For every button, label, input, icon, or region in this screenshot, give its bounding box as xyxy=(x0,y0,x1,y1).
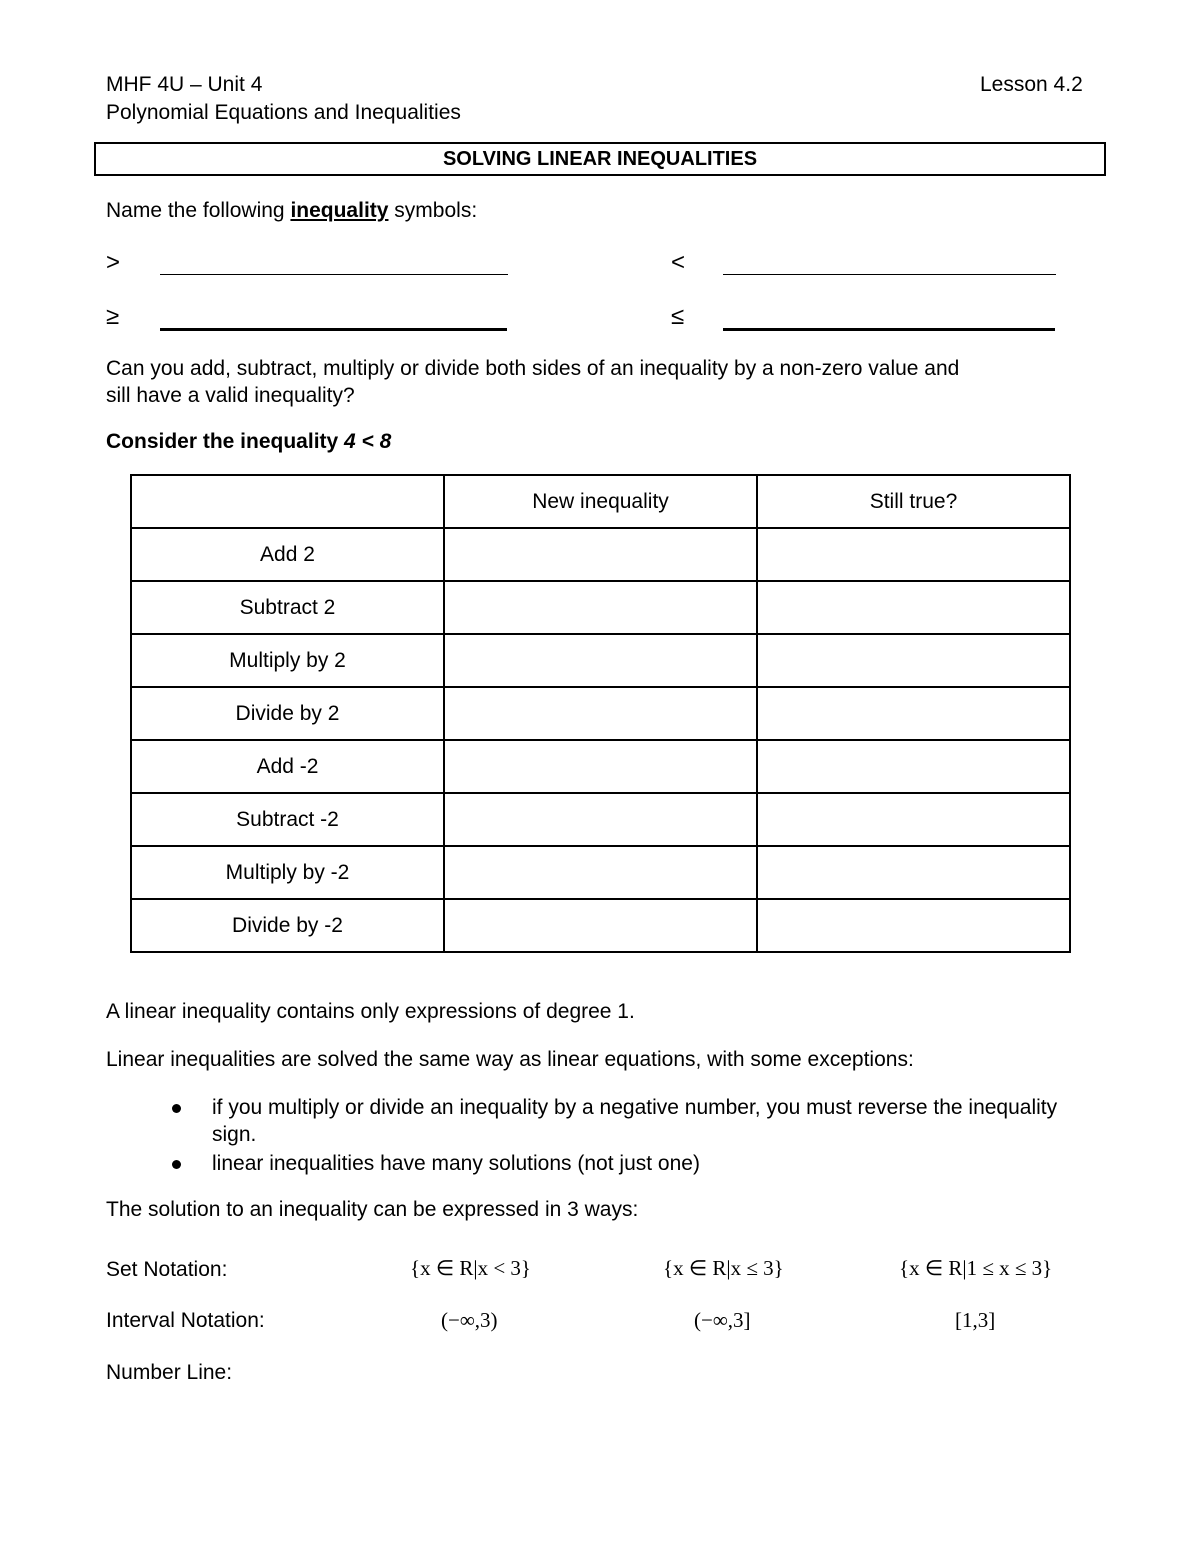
naming-prompt-keyword: inequality xyxy=(290,199,389,222)
new-inequality-cell[interactable] xyxy=(444,740,757,793)
still-true-cell[interactable] xyxy=(757,687,1070,740)
table-row xyxy=(131,687,1070,740)
set-notation-example-1: {x ∈ R|x < 3} xyxy=(410,1256,532,1280)
question-line-2: sill have a valid inequality? xyxy=(106,384,355,407)
symbol-greater-equal: ≥ xyxy=(106,303,120,330)
answer-blank-less-than[interactable] xyxy=(723,274,1056,275)
new-inequality-cell[interactable] xyxy=(444,899,757,952)
degree-note: A linear inequality contains only expressions of degree 1. xyxy=(106,1000,635,1023)
bullet-icon xyxy=(172,1160,181,1169)
consider-heading xyxy=(106,429,391,455)
table-row xyxy=(131,634,1070,687)
unit-topic: Polynomial Equations and Inequalities xyxy=(106,101,461,124)
symbol-greater-than: > xyxy=(106,249,121,276)
exceptions-list xyxy=(140,1094,1100,1179)
question-line-1: Can you add, subtract, multiply or divide both sides of an inequality by a non-zero value and xyxy=(106,357,960,380)
course-unit: MHF 4U – Unit 4 xyxy=(106,73,263,96)
new-inequality-cell[interactable] xyxy=(444,634,757,687)
solved-note: Linear inequalities are solved the same way as linear equations, with some exceptions: xyxy=(106,1048,914,1071)
still-true-cell[interactable] xyxy=(757,634,1070,687)
answer-blank-greater-equal[interactable] xyxy=(160,328,507,331)
set-notation-label: Set Notation: xyxy=(106,1258,228,1281)
new-inequality-cell[interactable] xyxy=(444,846,757,899)
operation-cell: Subtract -2 xyxy=(131,793,444,846)
symbol-less-than: < xyxy=(671,249,686,276)
number-line-label: Number Line: xyxy=(106,1361,233,1384)
operation-cell: Multiply by 2 xyxy=(131,634,444,687)
operation-cell: Add -2 xyxy=(131,740,444,793)
bullet-icon xyxy=(172,1104,181,1113)
interval-notation-example-2: (−∞,3] xyxy=(694,1308,751,1332)
list-item xyxy=(140,1094,1100,1148)
exception-text: linear inequalities have many solutions (not just one) xyxy=(212,1152,700,1175)
table-row xyxy=(131,793,1070,846)
exception-text: if you multiply or divide an inequality by a negative number, you must reverse the inequality sign. xyxy=(212,1096,1058,1146)
still-true-cell[interactable] xyxy=(757,528,1070,581)
interval-notation-label: Interval Notation: xyxy=(106,1309,265,1332)
table-header-blank xyxy=(131,475,444,528)
operation-cell: Divide by 2 xyxy=(131,687,444,740)
table-header-new-inequality: New inequality xyxy=(444,475,757,528)
table-row xyxy=(131,740,1070,793)
still-true-cell[interactable] xyxy=(757,899,1070,952)
naming-prompt xyxy=(106,198,477,224)
ways-note: The solution to an inequality can be expressed in 3 ways: xyxy=(106,1198,639,1221)
set-notation-example-3: {x ∈ R|1 ≤ x ≤ 3} xyxy=(899,1256,1053,1280)
operation-cell: Divide by -2 xyxy=(131,899,444,952)
table-row xyxy=(131,528,1070,581)
table-header-row xyxy=(131,475,1070,528)
new-inequality-cell[interactable] xyxy=(444,793,757,846)
interval-notation-example-1: (−∞,3) xyxy=(441,1308,498,1332)
new-inequality-cell[interactable] xyxy=(444,581,757,634)
table-header-still-true: Still true? xyxy=(757,475,1070,528)
answer-blank-greater-than[interactable] xyxy=(160,274,508,275)
set-notation-example-2: {x ∈ R|x ≤ 3} xyxy=(663,1256,784,1280)
symbol-less-equal: ≤ xyxy=(671,303,685,330)
interval-notation-example-3: [1,3] xyxy=(955,1308,996,1332)
new-inequality-cell[interactable] xyxy=(444,687,757,740)
new-inequality-cell[interactable] xyxy=(444,528,757,581)
list-item xyxy=(140,1150,1100,1177)
table-row xyxy=(131,846,1070,899)
table-row xyxy=(131,899,1070,952)
page-title: SOLVING LINEAR INEQUALITIES xyxy=(94,142,1106,176)
consider-expression: 4 < 8 xyxy=(344,430,392,453)
table-row xyxy=(131,581,1070,634)
inequality-table xyxy=(130,474,1071,953)
operation-cell: Multiply by -2 xyxy=(131,846,444,899)
operation-cell: Add 2 xyxy=(131,528,444,581)
answer-blank-less-equal[interactable] xyxy=(723,328,1055,331)
operation-cell: Subtract 2 xyxy=(131,581,444,634)
lesson-number: Lesson 4.2 xyxy=(980,73,1083,96)
naming-prompt-after: symbols: xyxy=(388,199,478,222)
still-true-cell[interactable] xyxy=(757,740,1070,793)
consider-label: Consider the inequality xyxy=(106,430,345,453)
still-true-cell[interactable] xyxy=(757,793,1070,846)
still-true-cell[interactable] xyxy=(757,846,1070,899)
still-true-cell[interactable] xyxy=(757,581,1070,634)
naming-prompt-before: Name the following xyxy=(106,199,291,222)
